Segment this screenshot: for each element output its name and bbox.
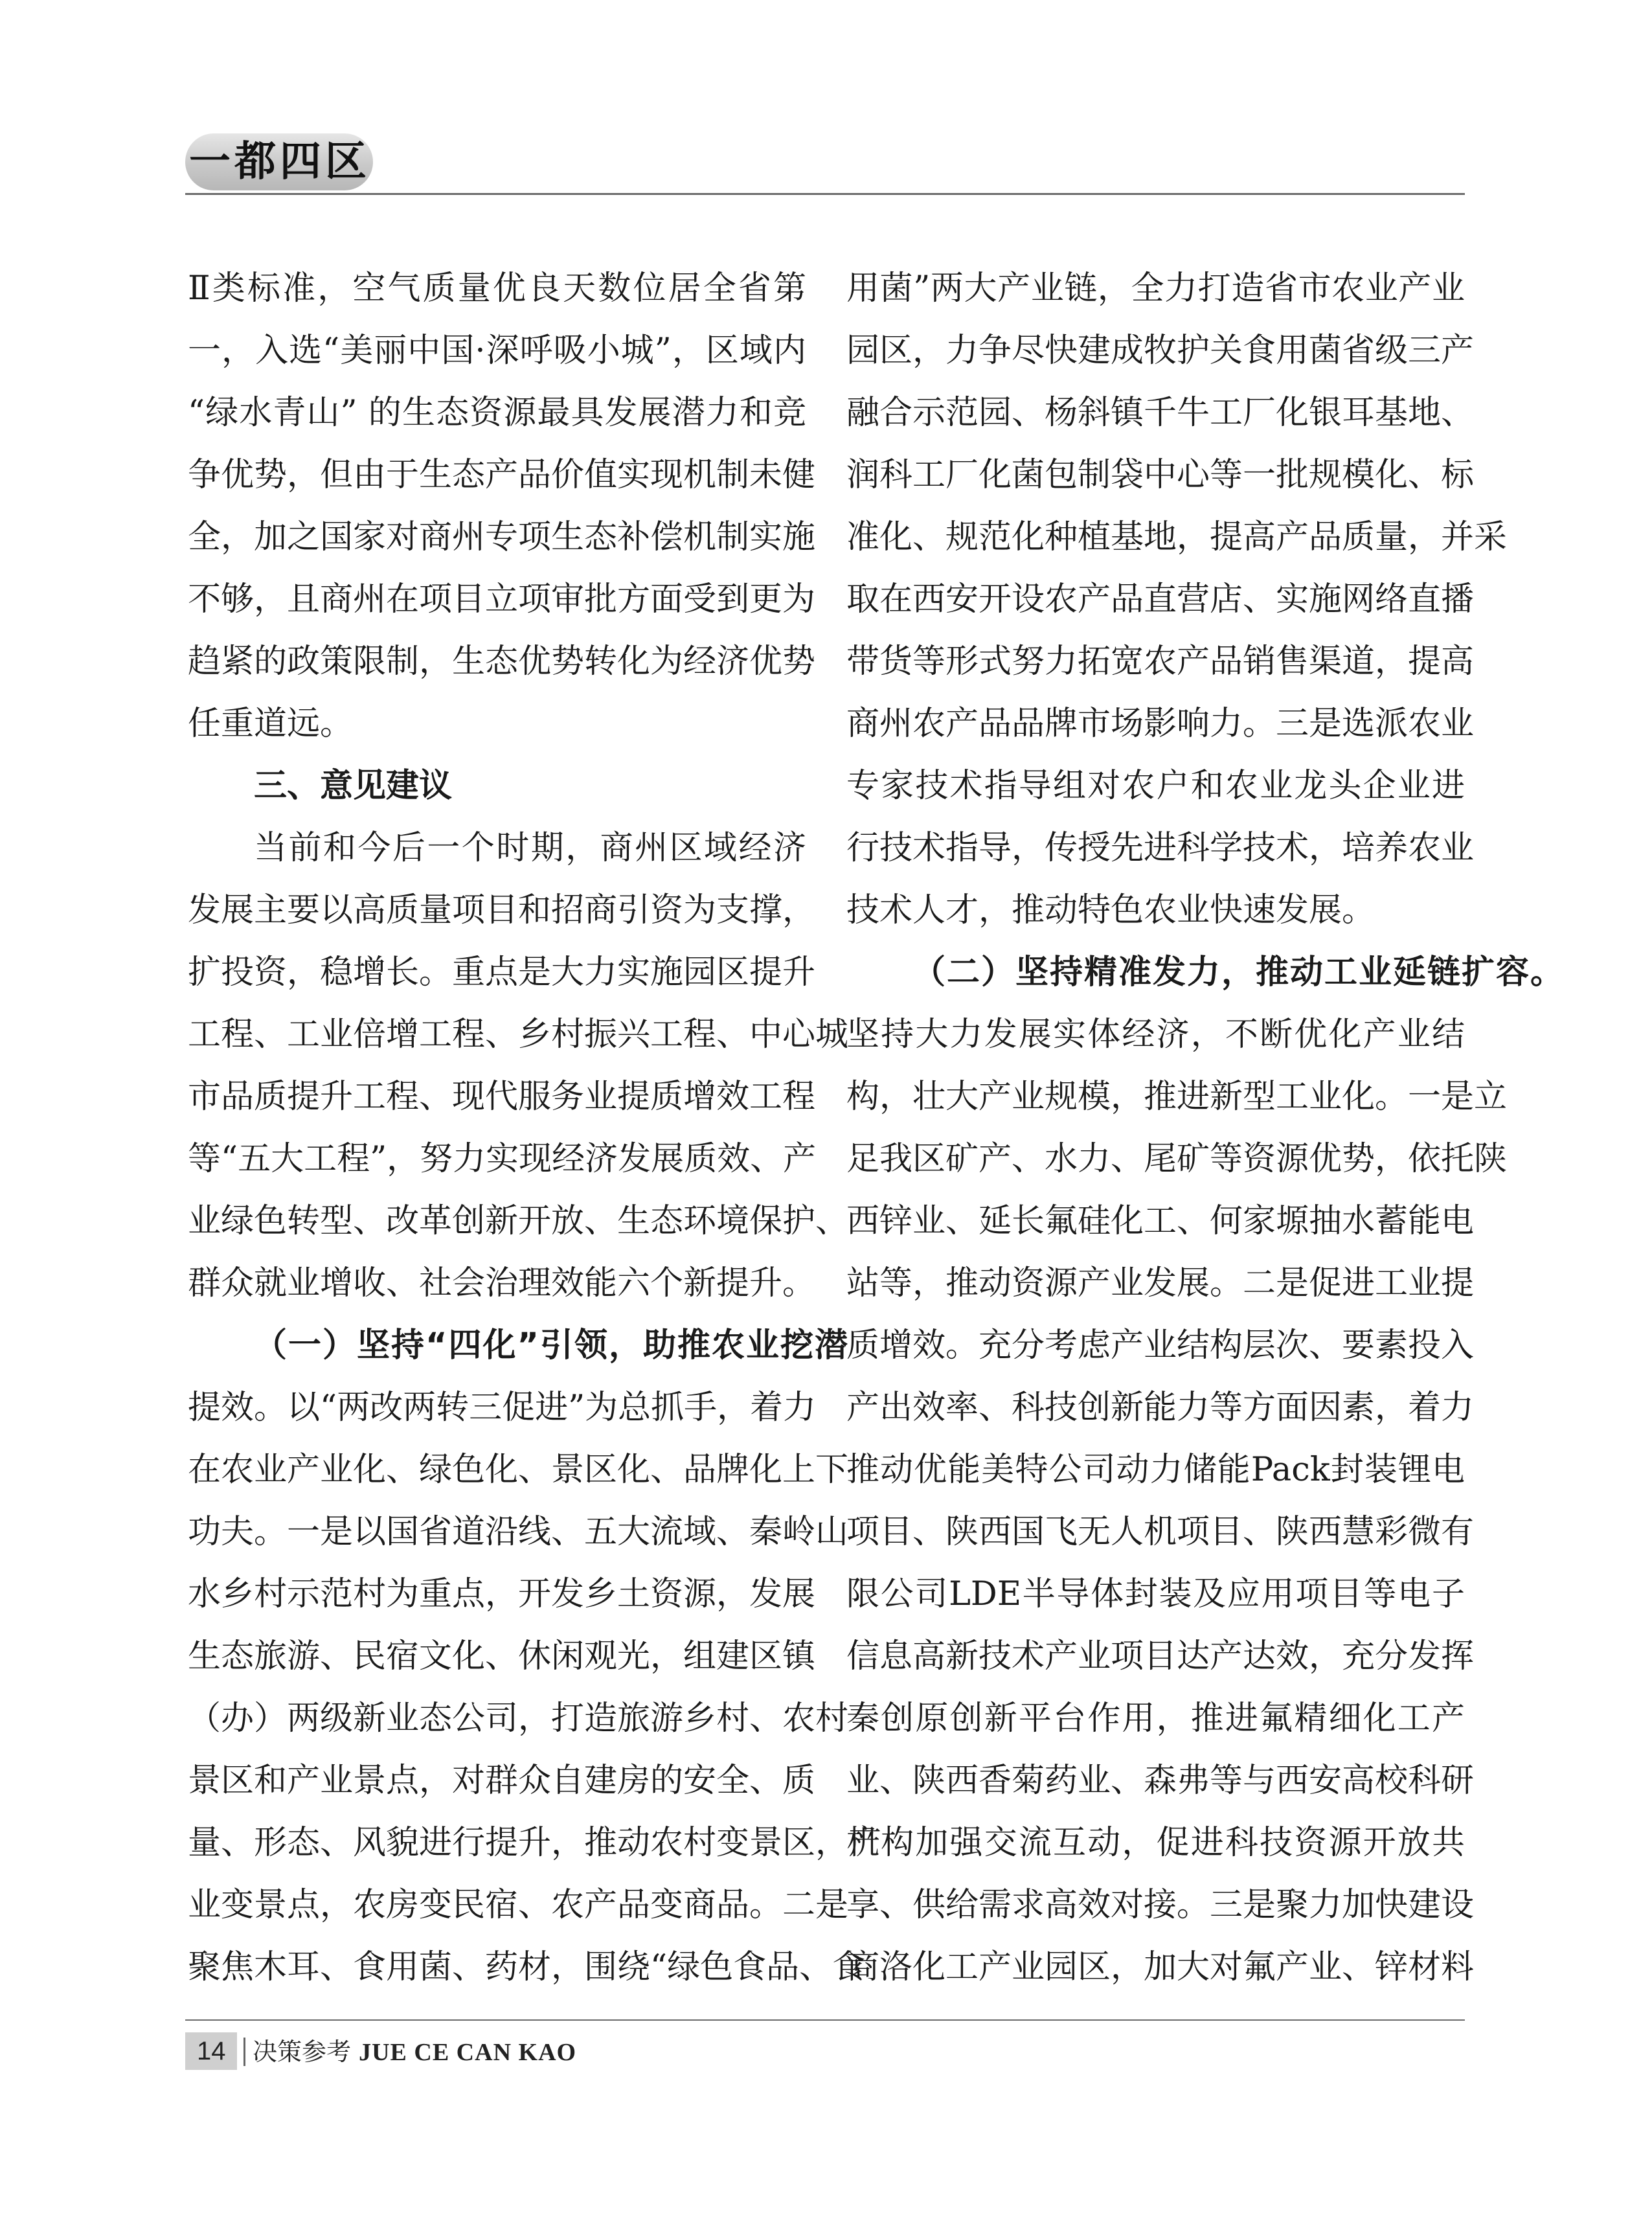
body-line: 当前和今后一个时期，商州区域经济 <box>254 829 806 867</box>
body-line: 提效。以“两改两转三促进”为总抓手，着力 <box>188 1389 817 1427</box>
body-line: 业绿色转型、改革创新开放、生态环境保护、 <box>188 1202 849 1240</box>
journal-name <box>253 2036 576 2068</box>
body-line: 准化、规范化种植基地，提高产品质量，并采 <box>846 518 1508 556</box>
body-line: “绿水青山” 的生态资源最具发展潜力和竞 <box>188 394 806 432</box>
body-line: 商州农产品品牌市场影响力。三是选派农业 <box>846 705 1475 743</box>
body-line: 任重道远。 <box>188 705 354 743</box>
body-line: 水乡村示范村为重点，开发乡土资源，发展 <box>188 1575 816 1613</box>
body-line: 质增效。充分考虑产业结构层次、要素投入 <box>846 1326 1475 1365</box>
body-line: 在农业产业化、绿色化、景区化、品牌化上下 <box>188 1451 849 1489</box>
body-line: 推动优能美特公司动力储能Pack封装锂电 <box>846 1451 1465 1489</box>
body-line: 景区和产业景点，对群众自建房的安全、质 <box>188 1762 816 1800</box>
subheading-line: （二）坚持精准发力，推动工业延链扩容。 <box>912 953 1565 992</box>
body-line: 争优势，但由于生态产品价值实现机制未健 <box>188 456 816 494</box>
body-line: 站等，推动资源产业发展。二是促进工业提 <box>846 1264 1475 1302</box>
body-line: 等“五大工程”，努力实现经济发展质效、产 <box>188 1140 817 1178</box>
body-line: 群众就业增收、社会治理效能六个新提升。 <box>188 1264 816 1302</box>
body-line: 功夫。一是以国省道沿线、五大流域、秦岭山 <box>188 1513 849 1551</box>
body-line: 取在西安开设农产品直营店、实施网络直播 <box>846 580 1475 619</box>
body-line: 工程、工业倍增工程、乡村振兴工程、中心城 <box>188 1016 849 1054</box>
body-line: 产出效率、科技创新能力等方面因素，着力 <box>846 1389 1475 1427</box>
body-line: 机构加强交流互动，促进科技资源开放共 <box>846 1824 1465 1862</box>
body-line: 项目、陕西国飞无人机项目、陕西慧彩微有 <box>846 1513 1475 1551</box>
body-line: 一，入选“美丽中国·深呼吸小城”，区域内 <box>188 332 806 370</box>
body-line: 坚持大力发展实体经济，不断优化产业结 <box>846 1016 1465 1054</box>
journal-name-en: JUE CE CAN KAO <box>359 2039 577 2066</box>
body-line: 西锌业、延长氟硅化工、何家塬抽水蓄能电 <box>846 1202 1475 1240</box>
body-line: （办）两级新业态公司，打造旅游乡村、农村 <box>188 1699 849 1738</box>
body-line: 信息高新技术产业项目达产达效，充分发挥 <box>846 1637 1475 1675</box>
page-number-box <box>185 2032 237 2070</box>
body-line: 聚焦木耳、食用菌、药材，围绕“绿色食品、食 <box>188 1948 866 1986</box>
body-line: 融合示范园、杨斜镇千牛工厂化银耳基地、 <box>846 394 1475 432</box>
body-line: 园区，力争尽快建成牧护关食用菌省级三产 <box>846 332 1475 370</box>
body-line: 技术人才，推动特色农业快速发展。 <box>846 891 1375 929</box>
body-line: 限公司LDE半导体封装及应用项目等电子 <box>846 1575 1465 1613</box>
body-line: 带货等形式努力拓宽农产品销售渠道，提高 <box>846 642 1475 681</box>
body-line: 构，壮大产业规模，推进新型工业化。一是立 <box>846 1078 1508 1116</box>
body-line: 全，加之国家对商州专项生态补偿机制实施 <box>188 518 816 556</box>
body-line: 商洛化工产业园区，加大对氟产业、锌材料 <box>846 1948 1475 1986</box>
body-line: 不够，且商州在项目立项审批方面受到更为 <box>188 580 816 619</box>
body-line: 足我区矿产、水力、尾矿等资源优势，依托陕 <box>846 1140 1508 1178</box>
footer-separator <box>243 2038 245 2066</box>
body-line: 趋紧的政策限制，生态优势转化为经济优势 <box>188 642 816 681</box>
journal-name-cn: 决策参考 <box>253 2038 352 2066</box>
body-line: 扩投资，稳增长。重点是大力实施园区提升 <box>188 953 816 992</box>
body-line: 润科工厂化菌包制袋中心等一批规模化、标 <box>846 456 1475 494</box>
section-title: 一都四区 <box>189 138 370 186</box>
body-line: 业变景点，农房变民宿、农产品变商品。二是 <box>188 1886 849 1924</box>
body-line: 市品质提升工程、现代服务业提质增效工程 <box>188 1078 816 1116</box>
footer-divider <box>185 2019 1465 2021</box>
body-line: 行技术指导，传授先进科学技术，培养农业 <box>846 829 1475 867</box>
page-number: 14 <box>197 2037 226 2065</box>
body-line: 发展主要以高质量项目和招商引资为支撑， <box>188 891 816 929</box>
right-column <box>846 258 1565 1999</box>
body-line: 专家技术指导组对农户和农业龙头企业进 <box>846 767 1465 805</box>
body-line: 业、陕西香菊药业、森弗等与西安高校科研 <box>846 1762 1475 1800</box>
body-line: 秦创原创新平台作用，推进氟精细化工产 <box>846 1699 1465 1738</box>
left-column <box>188 258 882 1999</box>
header-divider <box>185 193 1465 195</box>
section-heading: 三、意见建议 <box>254 767 453 805</box>
body-line: 享、供给需求高效对接。三是聚力加快建设 <box>846 1886 1475 1924</box>
body-line: 量、形态、风貌进行提升，推动农村变景区，产 <box>188 1824 882 1862</box>
body-line: Ⅱ类标准，空气质量优良天数位居全省第 <box>188 269 806 308</box>
body-line: 生态旅游、民宿文化、休闲观光，组建区镇 <box>188 1637 816 1675</box>
body-line: 用菌”两大产业链，全力打造省市农业产业 <box>846 269 1465 308</box>
subheading-line: （一）坚持“四化”引领，助推农业挖潜 <box>254 1326 850 1365</box>
